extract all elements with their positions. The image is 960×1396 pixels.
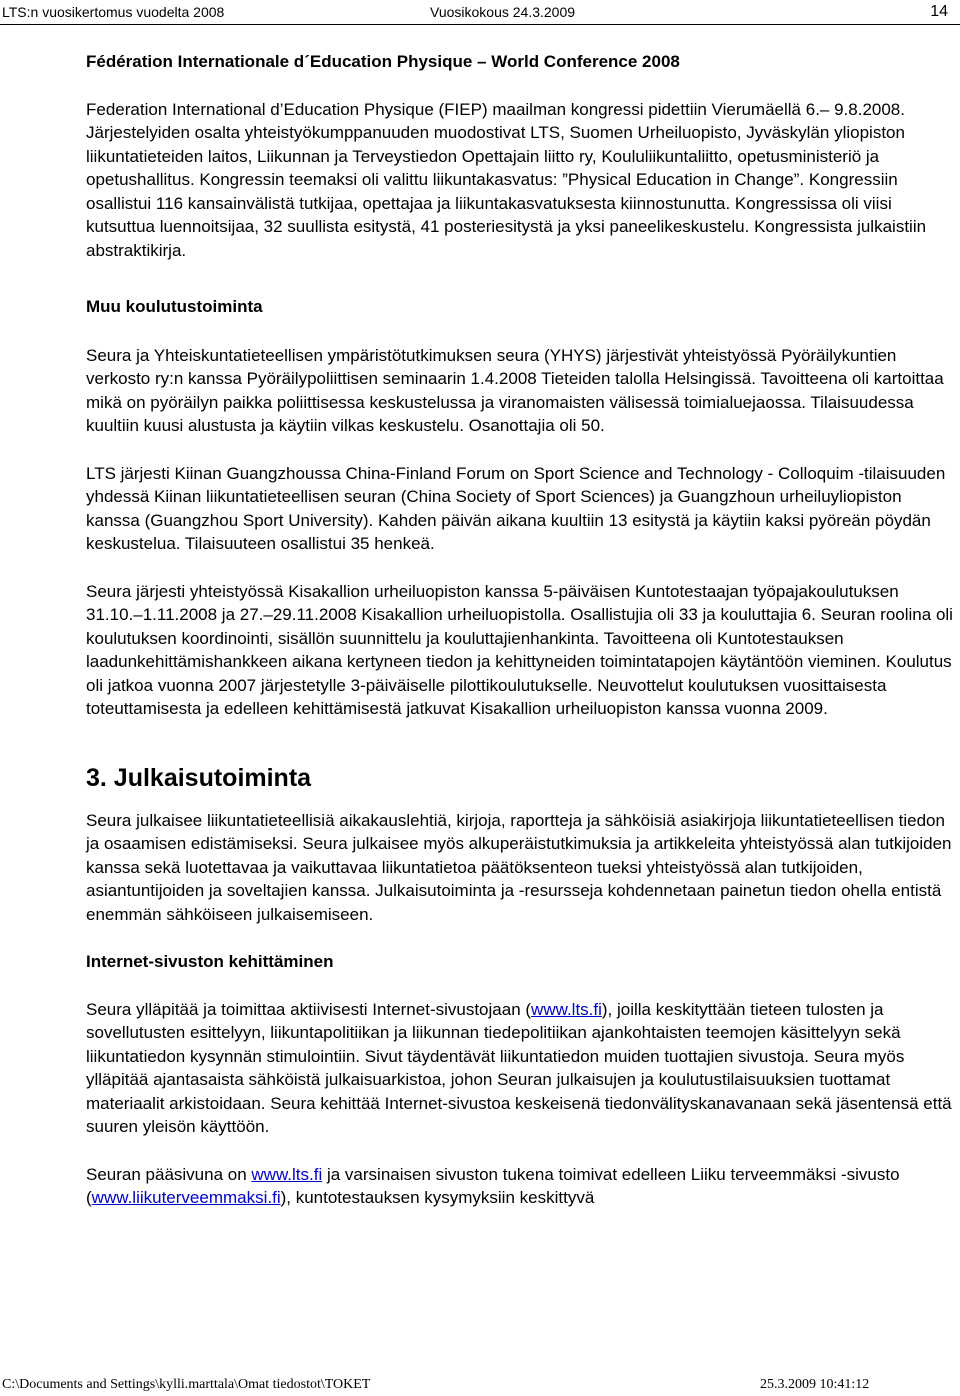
lts-main-link[interactable]: www.lts.fi: [251, 1164, 323, 1184]
internet-paragraph-2: [86, 1163, 956, 1210]
page-footer: [0, 1376, 960, 1396]
fiep-paragraph: Federation International d’Education Physique (FIEP) maailman kongressi pidettiin Vierumäellä 6.– 9.8.2008. Järjestelyiden osalta yhteistyökumppanuuden muodostivat LTS, Suomen Urheiluopisto, Jyväskylän yliopiston liikuntatieteiden laitos, Liikunnan ja Terveystiedon Opettajain liitto ry, Koululiikuntaliitto, opetusministeriö ja opetushallitus. Kongressin teemaksi oli valittu liikuntakasvatus: ”Physical Education in Change”. Kongressiin osallistui 116 kansainvälistä tutkijaa, opettajaa ja liikuntakasvatuksesta kiinnostunutta. Kongressissa oli viisi kutsuttua luennoitsijaa, 32 suullista esitystä, 41 posteriesitystä ja yksi paneelikeskustelu. Kongressista julkaistiin abstraktikirja.: [86, 99, 927, 260]
header-divider: [0, 24, 960, 25]
page-header: [0, 2, 960, 26]
page-number: 14: [930, 3, 948, 20]
muu-paragraph-3: Seura järjesti yhteistyössä Kisakallion urheiluopiston kanssa 5-päiväisen Kuntotestaajan työpajakoulutuksen 31.10.–1.11.2008 ja 27.–29.11.2008 Kisakallion urheiluopistolla. Osallistujia oli 33 ja kouluttajia 6. Seuran roolina oli koulutuksen koordinointi, sisällön suunnittelu ja kouluttajienhankinta. Tavoitteena oli Kuntotestauksen laadunkehittämishankkeen aikana kertyneen tiedon ja kehittyneiden toimintatapojen käytäntöön vieminen. Koulutus oli jatkoa vuonna 2007 järjestetylle 3-päiväiselle pilottikoulutukselle. Neuvottelut koulutuksen vuosittaisesta toteuttamisesta ja edelleen kehittämisestä jatkuvat Kisakallion urheiluopiston kanssa vuonna 2009.: [86, 581, 953, 718]
internet-p2-text-mid: ja varsinaisen sivuston tukena toimivat edelleen Liiku terveemmäksi -sivusto (: [86, 1164, 900, 1207]
footer-timestamp: 25.3.2009 10:41:12: [760, 1377, 870, 1392]
internet-paragraph-1: [86, 998, 956, 1139]
footer-file-path: C:\Documents and Settings\kylli.marttala\Omat tiedostot\TOKET: [2, 1377, 371, 1392]
muu-paragraph-2: LTS järjesti Kiinan Guangzhoussa China-Finland Forum on Sport Science and Technology - Colloquim -tilaisuuden yhdessä Kiinan liikuntatieteellisen seuran (China Society of Sport Sciences) ja Guangzhoun urheiluyliopiston kanssa (Guangzhou Sport University). Kahden päivän aikana kuultiin 13 esitystä ja käytiin kaksi pyöreän pöydän keskustelua. Tilaisuuteen osallistui 35 henkeä.: [86, 463, 946, 553]
header-document-title: LTS:n vuosikertomus vuodelta 2008: [2, 4, 225, 20]
julkaisutoiminta-heading: 3. Julkaisutoiminta: [86, 763, 312, 792]
internet-p1-text-end: ), joilla keskityttään tieteen tulosten ja sovellutusten esittelyyn, liikuntapolitiikan ja liikunnan tiedepolitiikan ajankohtaisten teemojen käsittelyyn sekä liikuntatiedon kysynnän stimulointiin. Sivut täydentävät liikuntatiedon muiden tuottajien sivustoja. Seura myös ylläpitää ajantasaista sähköistä julkaisuarkistoa, johon Seuran julkaisujen ja koulutustilaisuuksien tuottamat materiaalit arkistoidaan. Seura kehittää Internet-sivustoa keskeisenä tiedonvälityskanavanaan sekä jäsentensä että suuren yleisön käyttöön.: [86, 999, 952, 1136]
internet-heading: Internet-sivuston kehittäminen: [86, 952, 334, 971]
fiep-heading: Fédération Internationale d´Education Physique – World Conference 2008: [86, 52, 680, 71]
header-meeting-date: Vuosikokous 24.3.2009: [430, 4, 576, 20]
page-content: [86, 50, 956, 1210]
internet-p2-text-end: ), kuntotestauksen kysymyksiin keskittyvä: [280, 1188, 595, 1207]
muu-paragraph-1: Seura ja Yhteiskuntatieteellisen ympäristötutkimuksen seura (YHYS) järjestivät yhteistyössä Pyöräilykuntien verkosto ry:n kanssa Pyöräilypoliittisen seminaarin 1.4.2008 Tieteiden talolla Helsingissä. Tavoitteena oli kartoittaa mikä on pyöräilyn paikka poliittisessa keskustelussa ja viranomaisten välisessä toimialuejaossa. Tilaisuudessa kuultiin kuusi alustusta ja käytiin vilkas keskustelu. Osanottajia oli 50.: [86, 345, 944, 435]
muu-koulutus-heading: Muu koulutustoiminta: [86, 297, 263, 316]
liikuterveemmaksi-link[interactable]: www.liikuterveemmaksi.fi: [91, 1188, 281, 1207]
internet-p2-text-start: Seuran pääsivuna on: [86, 1164, 252, 1184]
internet-p1-text-start: Seura ylläpitää ja toimittaa aktiivisesti Internet-sivustojaan (: [86, 999, 532, 1019]
lts-link[interactable]: www.lts.fi: [531, 999, 602, 1019]
julkaisu-paragraph: Seura julkaisee liikuntatieteellisiä aikakauslehtiä, kirjoja, raportteja ja sähköisiä asiakirjoja liikuntatieteellisen tiedon ja osaamisen edistämiseksi. Seura julkaisee myös alkuperäistutkimuksia ja artikkeleita yhteistyössä alan tutkijoiden kanssa sekä luotettavaa ja vaikuttavaa liikuntatietoa päätöksenteon tueksi yhteistyössä alan tutkijoiden, asiantuntijoiden ja soveltajien kanssa. Julkaisutoiminta ja -resursseja kohdennetaan painetun tiedon ohella entistä enemmän sähköiseen julkaisemiseen.: [86, 810, 952, 924]
